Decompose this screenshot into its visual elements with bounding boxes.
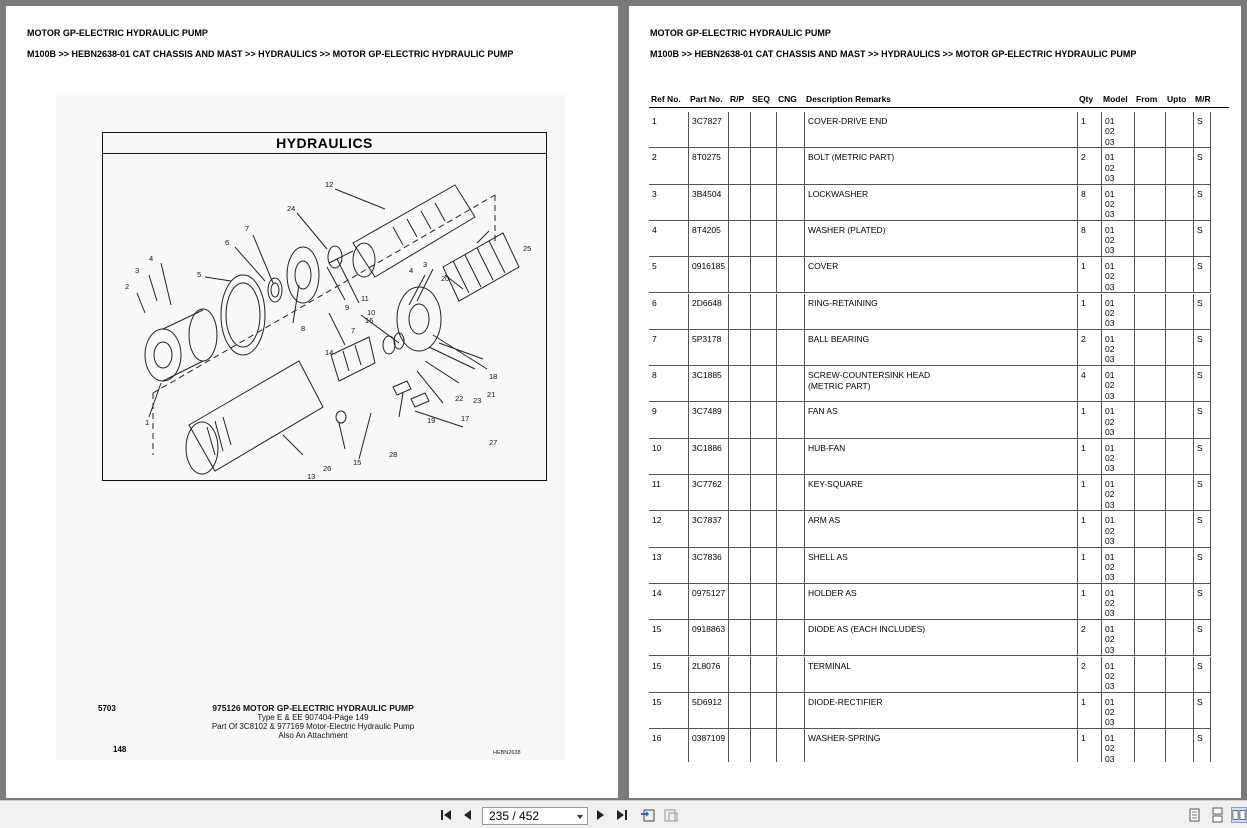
table-cell: 01 02 03 — [1101, 548, 1134, 583]
table-cell: RING-RETAINING — [804, 294, 1077, 329]
table-cell — [1134, 185, 1165, 220]
figure-doc-code: HEBN2638 — [493, 750, 521, 756]
column-header: Qty — [1079, 94, 1094, 104]
table-cell: S — [1193, 657, 1211, 692]
table-cell — [776, 511, 804, 546]
table-cell — [750, 657, 776, 692]
table-cell: WASHER-SPRING — [804, 729, 1077, 762]
table-cell: 2 — [1077, 148, 1101, 183]
caption-line-1: 975126 MOTOR GP-ELECTRIC HYDRAULIC PUMP — [212, 703, 414, 713]
table-cell — [750, 548, 776, 583]
table-cell: 8T4205 — [688, 221, 728, 256]
table-row[interactable] — [649, 693, 1211, 729]
table-cell: 1 — [1077, 294, 1101, 329]
table-cell: 1 — [1077, 693, 1101, 728]
table-cell — [776, 584, 804, 619]
table-cell — [728, 294, 750, 329]
table-cell: 3C7837 — [688, 511, 728, 546]
table-cell: SHELL AS — [804, 548, 1077, 583]
table-cell: 01 02 03 — [1101, 112, 1134, 147]
table-cell: 5P3178 — [688, 330, 728, 365]
table-cell — [1134, 657, 1165, 692]
table-cell: S — [1193, 366, 1211, 401]
table-cell: S — [1193, 620, 1211, 655]
table-row[interactable] — [649, 330, 1211, 366]
table-cell — [776, 294, 804, 329]
table-cell — [728, 693, 750, 728]
column-header: SEQ — [752, 94, 770, 104]
svg-text:4: 4 — [149, 254, 154, 263]
table-row[interactable] — [649, 257, 1211, 293]
table-cell: 11 — [652, 479, 661, 489]
svg-text:27: 27 — [489, 438, 498, 447]
table-row[interactable] — [649, 112, 1211, 148]
prev-page-icon[interactable] — [460, 807, 476, 823]
table-cell: 3C1885 — [688, 366, 728, 401]
table-cell: DIODE-RECTIFIER — [804, 693, 1077, 728]
continuous-page-icon[interactable] — [1209, 807, 1225, 823]
table-cell — [750, 475, 776, 510]
table-cell — [1134, 112, 1165, 147]
svg-text:1: 1 — [145, 418, 150, 427]
table-cell: 01 02 03 — [1101, 693, 1134, 728]
figure-number: 5703 — [98, 704, 116, 713]
table-cell: 2 — [1077, 620, 1101, 655]
table-cell — [1134, 221, 1165, 256]
next-view-icon[interactable] — [663, 807, 679, 823]
table-cell — [728, 657, 750, 692]
table-cell: ARM AS — [804, 511, 1077, 546]
table-cell — [1165, 584, 1193, 619]
table-cell — [750, 402, 776, 437]
table-cell: 1 — [1077, 439, 1101, 474]
table-cell — [1134, 330, 1165, 365]
table-cell: 2L8076 — [688, 657, 728, 692]
table-cell — [1165, 548, 1193, 583]
table-cell: 4 — [652, 224, 657, 235]
table-cell — [750, 729, 776, 762]
table-cell: 2 — [652, 152, 657, 163]
table-cell: 5D6912 — [688, 693, 728, 728]
table-cell: 1 — [652, 116, 657, 126]
svg-text:20: 20 — [441, 274, 450, 283]
exploded-view-diagram — [103, 155, 548, 481]
table-row[interactable] — [649, 294, 1211, 330]
table-cell: 0916185 — [688, 257, 728, 292]
table-cell: 12 — [652, 515, 662, 526]
table-cell — [750, 366, 776, 401]
table-cell — [776, 148, 804, 183]
table-cell — [728, 366, 750, 401]
table-cell: 3B4504 — [688, 185, 728, 220]
table-cell — [1134, 729, 1165, 762]
table-cell — [1165, 439, 1193, 474]
table-cell — [776, 693, 804, 728]
next-page-icon[interactable] — [592, 807, 608, 823]
column-header: Ref No. — [651, 94, 681, 104]
table-cell: 2 — [1077, 657, 1101, 692]
parts-table-header — [649, 92, 1229, 108]
table-cell: S — [1193, 584, 1211, 619]
table-cell — [728, 185, 750, 220]
table-cell — [728, 620, 750, 655]
table-row[interactable] — [649, 148, 1211, 184]
table-row[interactable] — [649, 657, 1211, 693]
table-cell: DIODE AS (EACH INCLUDES) — [804, 620, 1077, 655]
table-cell — [750, 584, 776, 619]
table-cell — [1165, 294, 1193, 329]
table-cell — [776, 657, 804, 692]
table-cell: S — [1193, 294, 1211, 329]
table-cell: 01 02 03 — [1101, 511, 1134, 546]
table-cell: TERMINAL — [804, 657, 1077, 692]
table-cell: S — [1193, 185, 1211, 220]
svg-text:28: 28 — [389, 450, 398, 459]
table-cell — [750, 257, 776, 292]
breadcrumb: M100B >> HEBN2638-01 CAT CHASSIS AND MAST >> HYDRAULICS >> MOTOR GP-ELECTRIC HYDRAULIC PUMP — [650, 49, 1137, 59]
table-cell — [776, 112, 804, 147]
table-cell: S — [1193, 693, 1211, 728]
svg-text:13: 13 — [307, 472, 316, 481]
table-cell: 1 — [1077, 511, 1101, 546]
table-cell: 3C7836 — [688, 548, 728, 583]
table-cell: 4 — [1077, 366, 1101, 401]
svg-text:24: 24 — [287, 204, 296, 213]
table-cell: S — [1193, 112, 1211, 147]
single-page-icon[interactable] — [1186, 807, 1202, 823]
table-cell: 1 — [1077, 402, 1101, 437]
table-cell — [1134, 366, 1165, 401]
table-cell — [750, 221, 776, 256]
table-cell: 01 02 03 — [1101, 366, 1134, 401]
table-cell: 2 — [1077, 330, 1101, 365]
svg-text:23: 23 — [473, 396, 482, 405]
svg-text:12: 12 — [325, 180, 334, 189]
table-cell: 7 — [652, 333, 657, 344]
table-cell: 3C7489 — [688, 402, 728, 437]
table-cell: 2D6648 — [688, 294, 728, 329]
table-row[interactable] — [649, 185, 1211, 221]
table-cell — [1134, 257, 1165, 292]
table-cell: 01 02 03 — [1101, 330, 1134, 365]
table-cell — [1165, 330, 1193, 365]
table-cell — [750, 148, 776, 183]
table-cell: BALL BEARING — [804, 330, 1077, 365]
table-cell: 01 02 03 — [1101, 657, 1134, 692]
table-cell: 3 — [652, 188, 657, 199]
column-header: Model — [1103, 94, 1128, 104]
table-cell — [1165, 693, 1193, 728]
table-cell: S — [1193, 511, 1211, 546]
table-cell: 0918863 — [688, 620, 728, 655]
table-cell: 01 02 03 — [1101, 185, 1134, 220]
table-cell — [1165, 511, 1193, 546]
table-cell: 3C1886 — [688, 439, 728, 474]
table-cell — [1134, 584, 1165, 619]
table-cell — [1134, 475, 1165, 510]
table-row[interactable] — [649, 584, 1211, 620]
table-row[interactable] — [649, 475, 1211, 511]
table-cell: 01 02 03 — [1101, 221, 1134, 256]
svg-text:18: 18 — [489, 372, 498, 381]
table-cell: HOLDER AS — [804, 584, 1077, 619]
table-cell: S — [1193, 221, 1211, 256]
table-cell: 1 — [1077, 475, 1101, 510]
left-page — [6, 6, 618, 798]
illustration-frame — [102, 132, 547, 481]
table-cell — [728, 330, 750, 365]
table-cell — [728, 439, 750, 474]
column-header: Part No. — [690, 94, 723, 104]
column-header: Description Remarks — [806, 94, 892, 104]
table-cell: 01 02 03 — [1101, 729, 1134, 762]
table-cell: FAN AS — [804, 402, 1077, 437]
table-cell — [1134, 511, 1165, 546]
table-cell — [1165, 185, 1193, 220]
column-header: M/R — [1195, 94, 1211, 104]
table-cell — [750, 330, 776, 365]
table-cell — [1134, 439, 1165, 474]
table-cell: 1 — [1077, 112, 1101, 147]
table-cell — [1134, 148, 1165, 183]
table-cell — [1134, 693, 1165, 728]
table-cell: KEY-SQUARE — [804, 475, 1077, 510]
caption-line-2: Type E & EE 907404-Page 149 — [257, 713, 369, 722]
table-cell: 1 — [1077, 257, 1101, 292]
table-cell: 13 — [652, 551, 662, 562]
table-cell — [776, 548, 804, 583]
callout-labels — [125, 180, 531, 481]
chevron-down-icon[interactable] — [577, 815, 583, 819]
svg-text:4: 4 — [409, 266, 414, 275]
table-cell — [776, 366, 804, 401]
svg-text:9: 9 — [345, 303, 350, 312]
svg-text:25: 25 — [523, 244, 532, 253]
svg-text:7: 7 — [351, 326, 356, 335]
table-cell: 8 — [1077, 185, 1101, 220]
table-cell — [1165, 366, 1193, 401]
viewer-toolbar — [0, 800, 1247, 828]
svg-text:21: 21 — [487, 390, 496, 399]
page-title: MOTOR GP-ELECTRIC HYDRAULIC PUMP — [650, 28, 831, 38]
figure-page-number: 148 — [113, 745, 127, 754]
figure-caption — [168, 704, 458, 740]
table-cell: 16 — [652, 733, 662, 744]
illustration-header: HYDRAULICS — [103, 133, 546, 154]
table-cell: 01 02 03 — [1101, 620, 1134, 655]
table-cell: S — [1193, 402, 1211, 437]
two-page-icon[interactable] — [1231, 807, 1247, 823]
last-page-icon[interactable] — [614, 807, 630, 823]
table-cell: 01 02 03 — [1101, 402, 1134, 437]
svg-text:5: 5 — [197, 270, 202, 279]
table-cell — [776, 185, 804, 220]
table-cell: 8 — [652, 370, 657, 381]
caption-line-3: Part Of 3C8102 & 977169 Motor-Electric Hydraulic Pump — [211, 722, 415, 731]
table-cell — [728, 148, 750, 183]
table-cell: 3C7827 — [688, 112, 728, 147]
svg-text:3: 3 — [135, 266, 140, 275]
table-cell: 6 — [652, 297, 657, 308]
svg-text:14: 14 — [325, 348, 334, 357]
table-cell: 9 — [652, 406, 657, 417]
svg-text:26: 26 — [323, 464, 332, 473]
svg-text:16: 16 — [365, 316, 374, 325]
table-cell — [750, 294, 776, 329]
table-cell: SCREW-COUNTERSINK HEAD (METRIC PART) — [804, 366, 1077, 401]
table-cell — [1165, 657, 1193, 692]
table-cell — [1165, 257, 1193, 292]
table-cell: 0975127 — [688, 584, 728, 619]
table-cell — [728, 548, 750, 583]
table-cell — [728, 729, 750, 762]
table-cell — [728, 511, 750, 546]
table-cell: WASHER (PLATED) — [804, 221, 1077, 256]
table-cell: 01 02 03 — [1101, 439, 1134, 474]
table-cell — [1134, 402, 1165, 437]
table-cell — [776, 729, 804, 762]
table-cell: 8 — [1077, 221, 1101, 256]
parts-table — [649, 92, 1229, 762]
table-cell: 8T0275 — [688, 148, 728, 183]
table-cell — [728, 584, 750, 619]
svg-text:11: 11 — [361, 294, 369, 303]
table-row[interactable] — [649, 366, 1211, 402]
table-cell — [728, 402, 750, 437]
column-header: Upto — [1167, 94, 1187, 104]
table-cell: COVER-DRIVE END — [804, 112, 1077, 147]
table-cell: 01 02 03 — [1101, 294, 1134, 329]
svg-text:3: 3 — [423, 260, 428, 269]
table-cell — [776, 620, 804, 655]
table-row[interactable] — [649, 511, 1211, 547]
svg-text:15: 15 — [353, 458, 362, 467]
table-cell — [776, 402, 804, 437]
table-cell — [1165, 221, 1193, 256]
table-cell: 1 — [1077, 584, 1101, 619]
table-cell — [750, 693, 776, 728]
breadcrumb: M100B >> HEBN2638-01 CAT CHASSIS AND MAST >> HYDRAULICS >> MOTOR GP-ELECTRIC HYDRAULIC PUMP — [27, 49, 514, 59]
table-cell: 14 — [652, 587, 662, 598]
column-header: CNG — [778, 94, 797, 104]
table-row[interactable] — [649, 548, 1211, 584]
table-cell — [728, 221, 750, 256]
page-number-value: 235 / 452 — [489, 809, 540, 823]
page-number-field[interactable] — [482, 807, 588, 825]
table-cell: 01 02 03 — [1101, 257, 1134, 292]
prev-view-icon[interactable] — [640, 807, 656, 823]
table-cell — [1134, 620, 1165, 655]
table-cell: S — [1193, 148, 1211, 183]
table-cell: 10 — [652, 442, 662, 453]
table-cell — [776, 330, 804, 365]
table-cell — [776, 257, 804, 292]
page-title: MOTOR GP-ELECTRIC HYDRAULIC PUMP — [27, 28, 208, 38]
svg-text:7: 7 — [245, 224, 250, 233]
table-cell — [1165, 475, 1193, 510]
table-cell: S — [1193, 439, 1211, 474]
table-cell: S — [1193, 257, 1211, 292]
table-cell — [750, 439, 776, 474]
svg-text:22: 22 — [455, 394, 464, 403]
table-cell: 15 — [652, 624, 662, 635]
table-cell — [728, 112, 750, 147]
table-cell: 3C7762 — [688, 475, 728, 510]
table-cell: 01 02 03 — [1101, 475, 1134, 510]
column-header: From — [1136, 94, 1158, 104]
table-cell: 15 — [652, 660, 662, 671]
table-cell: 0387109 — [688, 729, 728, 762]
svg-text:2: 2 — [125, 282, 130, 291]
illustration-scan — [56, 94, 566, 760]
table-cell: LOCKWASHER — [804, 185, 1077, 220]
svg-text:10: 10 — [367, 308, 376, 317]
table-cell: S — [1193, 475, 1211, 510]
right-page — [629, 6, 1241, 798]
table-cell — [728, 257, 750, 292]
table-cell — [1165, 620, 1193, 655]
table-cell: 5 — [652, 261, 657, 272]
table-cell — [776, 475, 804, 510]
table-cell — [1165, 729, 1193, 762]
table-cell: S — [1193, 330, 1211, 365]
table-cell — [728, 475, 750, 510]
table-cell — [1134, 294, 1165, 329]
svg-text:6: 6 — [225, 238, 230, 247]
table-row[interactable] — [649, 620, 1211, 656]
table-cell — [750, 112, 776, 147]
table-cell — [1134, 548, 1165, 583]
table-cell — [776, 439, 804, 474]
table-row[interactable] — [649, 402, 1211, 438]
table-cell: 1 — [1077, 548, 1101, 583]
svg-text:17: 17 — [461, 414, 470, 423]
table-row[interactable] — [649, 221, 1211, 257]
table-cell: COVER — [804, 257, 1077, 292]
table-row[interactable] — [649, 729, 1211, 762]
table-cell: 01 02 03 — [1101, 584, 1134, 619]
table-cell: S — [1193, 729, 1211, 762]
table-cell — [750, 620, 776, 655]
table-cell — [1165, 148, 1193, 183]
table-cell: HUB-FAN — [804, 439, 1077, 474]
table-cell — [1165, 112, 1193, 147]
table-row[interactable] — [649, 439, 1211, 475]
table-cell: BOLT (METRIC PART) — [804, 148, 1077, 183]
caption-line-4: Also An Attachment — [278, 731, 348, 740]
table-cell: S — [1193, 548, 1211, 583]
column-header: R/P — [730, 94, 745, 104]
svg-text:19: 19 — [427, 416, 436, 425]
table-cell — [1165, 402, 1193, 437]
svg-text:8: 8 — [301, 324, 306, 333]
first-page-icon[interactable] — [438, 807, 454, 823]
table-cell — [776, 221, 804, 256]
table-cell: 15 — [652, 696, 662, 707]
table-cell: 01 02 03 — [1101, 148, 1134, 183]
table-cell: 1 — [1077, 729, 1101, 762]
table-cell — [750, 185, 776, 220]
table-cell — [750, 511, 776, 546]
